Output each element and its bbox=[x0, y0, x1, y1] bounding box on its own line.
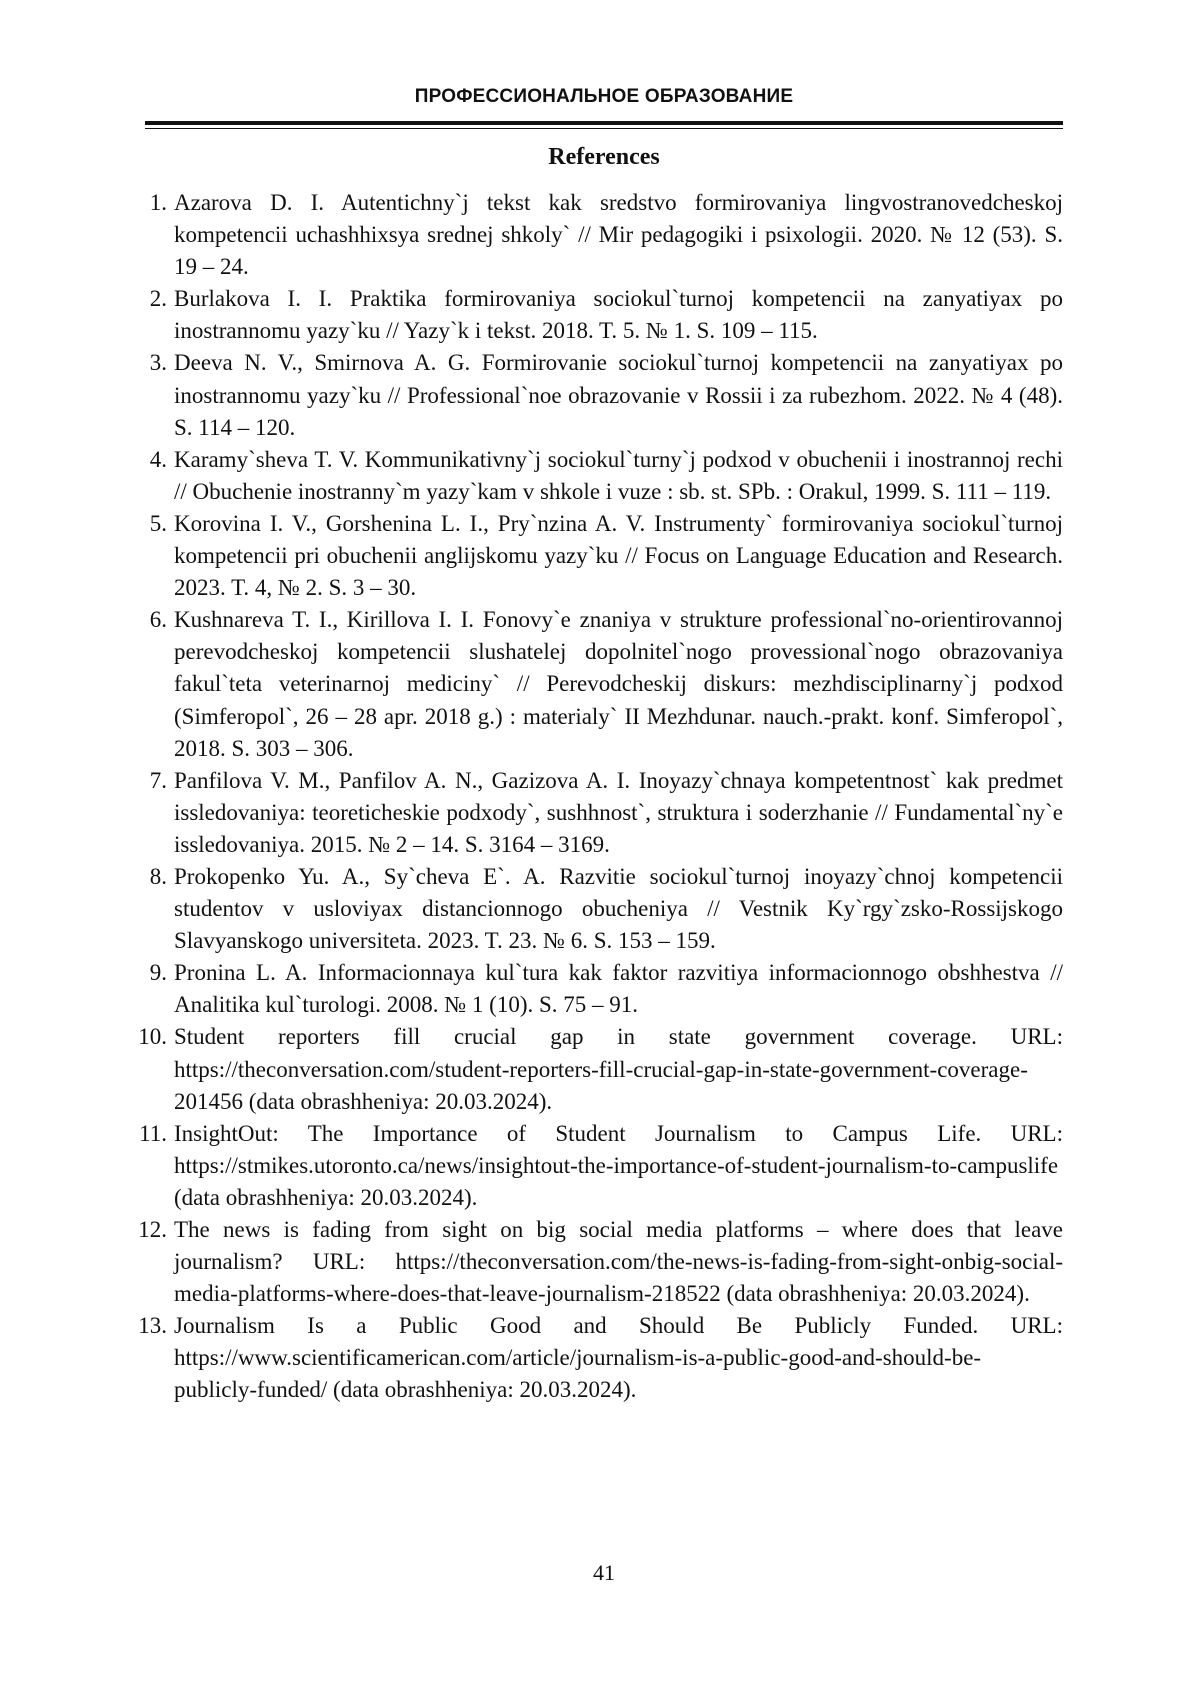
reference-number: 6. bbox=[149, 607, 167, 633]
reference-text: Journalism Is a Public Good and Should Be Publicly Funded. URL: https://www.scientificamerican.com/article/journalism-is-a-public-good-and-should-be-publicly-funded/ (data obrashheniya: 20.03.2024). bbox=[174, 1313, 1063, 1403]
reference-item bbox=[145, 604, 1063, 764]
reference-number: 2. bbox=[149, 286, 167, 312]
reference-text: Burlakova I. I. Praktika formirovaniya sociokul`turnoj kompetencii na zanyatiyax po inostrannomu yazy`ku // Yazy`k i tekst. 2018. T. 5. № 1. S. 109 – 115. bbox=[174, 286, 1063, 344]
reference-text: Karamy`sheva T. V. Kommunikativny`j sociokul`turny`j podxod v obuchenii i inostrannoj rechi // Obuchenie inostranny`m yazy`kam v shkole i vuze : sb. st. SPb. : Orakul, 1999. S. 111 – 119. bbox=[174, 446, 1063, 504]
reference-text: Kushnareva T. I., Kirillova I. I. Fonovy`e znaniya v strukture professional`no-orientirovannoj perevodcheskoj kompetencii slushatelej dopolnitel`nogo provessional`nogo obrazovaniya fakul`teta veterinarnoj mediciny` // Perevodcheskij diskurs: mezhdisciplinarny`j podxod (Simferopol`, 26 – 28 apr. 2018 g.) : materialy` II Mezhdunar. nauch.-prakt. konf. Simferopol`, 2018. S. 303 – 306. bbox=[174, 607, 1063, 761]
reference-number: 8. bbox=[149, 863, 167, 889]
reference-number: 5. bbox=[149, 510, 167, 536]
reference-number: 1. bbox=[149, 190, 167, 215]
running-header: ПРОФЕССИОНАЛЬНОЕ ОБРАЗОВАНИЕ bbox=[414, 86, 794, 107]
reference-number: 13. bbox=[138, 1313, 167, 1339]
reference-number: 7. bbox=[149, 767, 167, 793]
reference-item bbox=[145, 187, 1063, 283]
reference-item bbox=[145, 347, 1063, 443]
reference-number: 9. bbox=[149, 960, 167, 986]
reference-text: The news is fading from sight on big social media platforms – where does that leave journalism? URL: https://theconversation.com/the-news-is-fading-from-sight-onbig-social-media-platforms-where-does-that-leave-journalism-218522 (data obrashheniya: 20.03.2024). bbox=[174, 1217, 1063, 1307]
reference-number: 11. bbox=[139, 1120, 167, 1146]
page-number: 41 bbox=[593, 1560, 615, 1585]
reference-item bbox=[145, 957, 1063, 1021]
reference-text: Azarova D. I. Autentichny`j tekst kak sredstvo formirovaniya lingvostranovedcheskoj kompetencii uchashhixsya srednej shkoly` // Mir pedagogiki i psixologii. 2020. № 12 (53). S. 19 – 24. bbox=[174, 190, 1063, 280]
reference-text: Korovina I. V., Gorshenina L. I., Pry`nzina A. V. Instrumenty` formirovaniya sociokul`turnoj kompetencii pri obuchenii anglijskomu yazy`ku // Focus on Language Education and Research. 2023. T. 4, № 2. S. 3 – 30. bbox=[174, 510, 1063, 601]
reference-item bbox=[139, 1118, 1063, 1214]
header-rule-thick bbox=[145, 121, 1063, 125]
reference-text: InsightOut: The Importance of Student Journalism to Campus Life. URL: https://stmikes.utoronto.ca/news/insightout-the-importance-of-student-journalism-to-campuslife (data obrashheniya: 20.03.2024). bbox=[174, 1120, 1063, 1210]
reference-item bbox=[138, 1021, 1063, 1117]
reference-item bbox=[145, 765, 1063, 861]
reference-item bbox=[145, 283, 1063, 347]
reference-text: Panfilova V. M., Panfilov A. N., Gazizova A. I. Inoyazy`chnaya kompetentnost` kak predmet issledovaniya: teoreticheskie podxody`, sushhnost`, struktura i soderzhanie // Fundamental`ny`e issledovaniya. 2015. № 2 – 14. S. 3164 – 3169. bbox=[174, 767, 1063, 857]
reference-text: Deeva N. V., Smirnova A. G. Formirovanie sociokul`turnoj kompetencii na zanyatiyax po inostrannomu yazy`ku // Professional`noe obrazovanie v Rossii i za rubezhom. 2022. № 4 (48). S. 114 – 120. bbox=[174, 350, 1063, 440]
reference-text: Student reporters fill crucial gap in state government coverage. URL: https://theconversation.com/student-reporters-fill-crucial-gap-in-state-government-coverage-201456 (data obrashheniya: 20.03.2024). bbox=[174, 1024, 1063, 1114]
reference-number: 10. bbox=[138, 1024, 167, 1050]
reference-item bbox=[145, 444, 1063, 508]
reference-number: 12. bbox=[138, 1217, 167, 1242]
section-heading: References bbox=[548, 144, 660, 170]
reference-item bbox=[145, 861, 1063, 957]
header-rule-thin bbox=[145, 128, 1063, 129]
reference-item bbox=[138, 1310, 1063, 1406]
reference-text: Prokopenko Yu. A., Sy`cheva E`. A. Razvitie sociokul`turnoj inoyazy`chnoj kompetencii studentov v usloviyax distancionnogo obucheniya // Vestnik Ky`rgy`zsko-Rossijskogo Slavyanskogo universiteta. 2023. T. 23. № 6. S. 153 – 159. bbox=[174, 863, 1063, 954]
reference-number: 4. bbox=[149, 446, 167, 472]
reference-text: Pronina L. A. Informacionnaya kul`tura kak faktor razvitiya informacionnogo obshhestva // Analitika kul`turologi. 2008. № 1 (10). S. 75 – 91. bbox=[174, 960, 1063, 1018]
reference-number: 3. bbox=[149, 350, 167, 376]
reference-item bbox=[145, 508, 1063, 604]
reference-item bbox=[138, 1214, 1063, 1310]
reference-list bbox=[138, 187, 1063, 1407]
